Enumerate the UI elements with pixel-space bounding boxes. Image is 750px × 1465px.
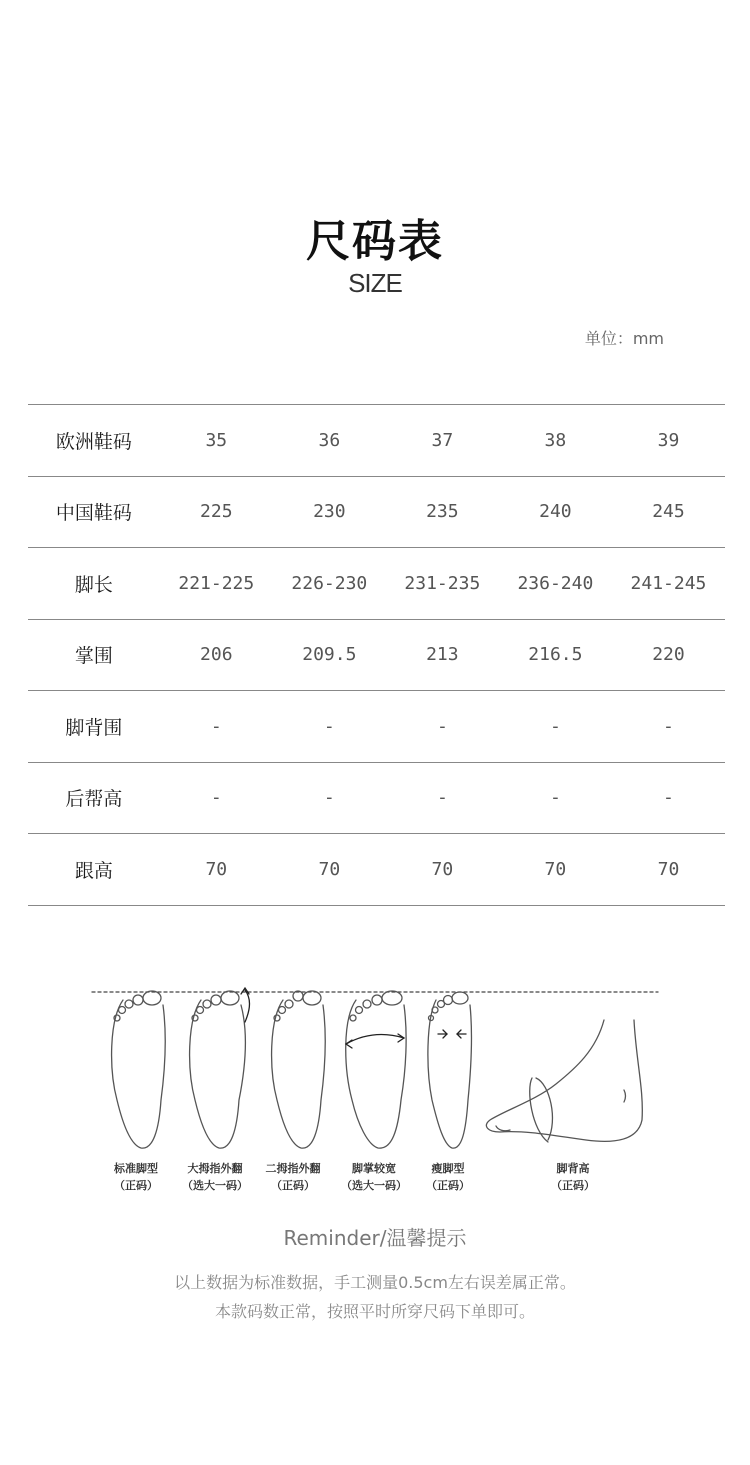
row-label: 脚长 xyxy=(74,573,113,596)
foot-type-caption xyxy=(248,1160,338,1194)
foot-type-advice: （正码） xyxy=(426,1179,470,1192)
table-cell: 235 xyxy=(426,501,459,523)
table-cell: 206 xyxy=(200,644,233,666)
table-cell: 236-240 xyxy=(517,572,594,594)
row-label: 掌围 xyxy=(74,645,113,668)
foot-type-name: 脚背高 xyxy=(556,1162,590,1175)
size-table xyxy=(28,404,725,906)
foot-type-name: 标准脚型 xyxy=(114,1162,158,1175)
table-cell: 36 xyxy=(318,429,341,451)
table-cell: - xyxy=(549,787,561,809)
row-label: 中国鞋码 xyxy=(55,502,132,525)
table-cell: 209.5 xyxy=(302,644,357,666)
table-cell: 37 xyxy=(431,429,454,451)
table-row xyxy=(28,762,725,834)
row-label: 欧洲鞋码 xyxy=(55,430,132,453)
table-cell: 226-230 xyxy=(291,572,368,594)
reminder-text-line: 以上数据为标准数据，手工测量0.5cm左右误差属正常。 xyxy=(174,1273,576,1292)
table-cell: 220 xyxy=(652,644,685,666)
foot-type-advice: （选大一码） xyxy=(182,1179,248,1192)
high-instep-foot-icon xyxy=(486,1020,642,1142)
table-cell: 216.5 xyxy=(528,644,583,666)
table-cell: 225 xyxy=(200,501,233,523)
table-row xyxy=(28,548,725,620)
table-row xyxy=(28,476,725,548)
table-cell: 70 xyxy=(318,858,341,880)
table-cell: 70 xyxy=(431,858,454,880)
table-cell: - xyxy=(210,787,222,809)
foot-type-advice: （选大一码） xyxy=(341,1179,407,1192)
slim-foot-icon xyxy=(428,992,472,1148)
table-cell: 240 xyxy=(539,501,572,523)
reminder-text-line: 本款码数正常，按照平时所穿尺码下单即可。 xyxy=(214,1302,535,1321)
foot-type-advice: （正码） xyxy=(551,1179,595,1192)
table-cell: 38 xyxy=(544,429,567,451)
unit-label: 单位：mm xyxy=(584,329,664,348)
foot-type-caption xyxy=(91,1160,181,1194)
row-label: 跟高 xyxy=(74,859,113,882)
foot-type-advice: （正码） xyxy=(271,1179,315,1192)
table-cell: 241-245 xyxy=(630,572,707,594)
page-subtitle: SIZE xyxy=(348,268,402,298)
standard-foot-icon xyxy=(112,991,166,1148)
table-row xyxy=(28,691,725,763)
table-cell: - xyxy=(663,787,674,809)
foot-type-caption xyxy=(403,1160,493,1194)
table-cell: 213 xyxy=(426,644,459,666)
table-cell: 35 xyxy=(205,429,228,451)
row-label: 后帮高 xyxy=(65,788,123,811)
table-row xyxy=(28,619,725,691)
table-cell: - xyxy=(549,715,561,737)
reminder-title: Reminder/温馨提示 xyxy=(283,1226,467,1250)
table-cell: - xyxy=(663,715,674,737)
row-label: 脚背围 xyxy=(65,716,123,739)
table-cell: 230 xyxy=(313,501,346,523)
table-cell: 70 xyxy=(657,858,680,880)
second-toe-foot-icon xyxy=(272,991,326,1148)
table-row xyxy=(28,405,725,477)
foot-type-name: 脚掌较宽 xyxy=(352,1162,396,1175)
table-cell: 221-225 xyxy=(178,572,255,594)
table-cell: - xyxy=(436,787,448,809)
wide-foot-icon xyxy=(346,991,406,1148)
table-cell: 231-235 xyxy=(404,572,481,594)
foot-type-name: 大拇指外翻 xyxy=(187,1162,243,1175)
table-cell: - xyxy=(436,715,448,737)
table-cell: 70 xyxy=(205,858,228,880)
foot-type-name: 瘦脚型 xyxy=(431,1162,465,1175)
table-cell: 245 xyxy=(652,501,685,523)
page-title: 尺码表 xyxy=(306,216,444,267)
foot-type-caption xyxy=(170,1160,260,1194)
table-row xyxy=(28,834,725,906)
foot-type-advice: （正码） xyxy=(114,1179,158,1192)
table-cell: - xyxy=(323,787,335,809)
foot-type-name: 二拇指外翻 xyxy=(265,1162,321,1175)
table-cell: - xyxy=(210,715,222,737)
table-cell: 70 xyxy=(544,858,567,880)
table-cell: 39 xyxy=(657,429,680,451)
table-cell: - xyxy=(323,715,335,737)
foot-type-caption xyxy=(528,1160,618,1194)
bunion-foot-icon xyxy=(190,988,250,1148)
